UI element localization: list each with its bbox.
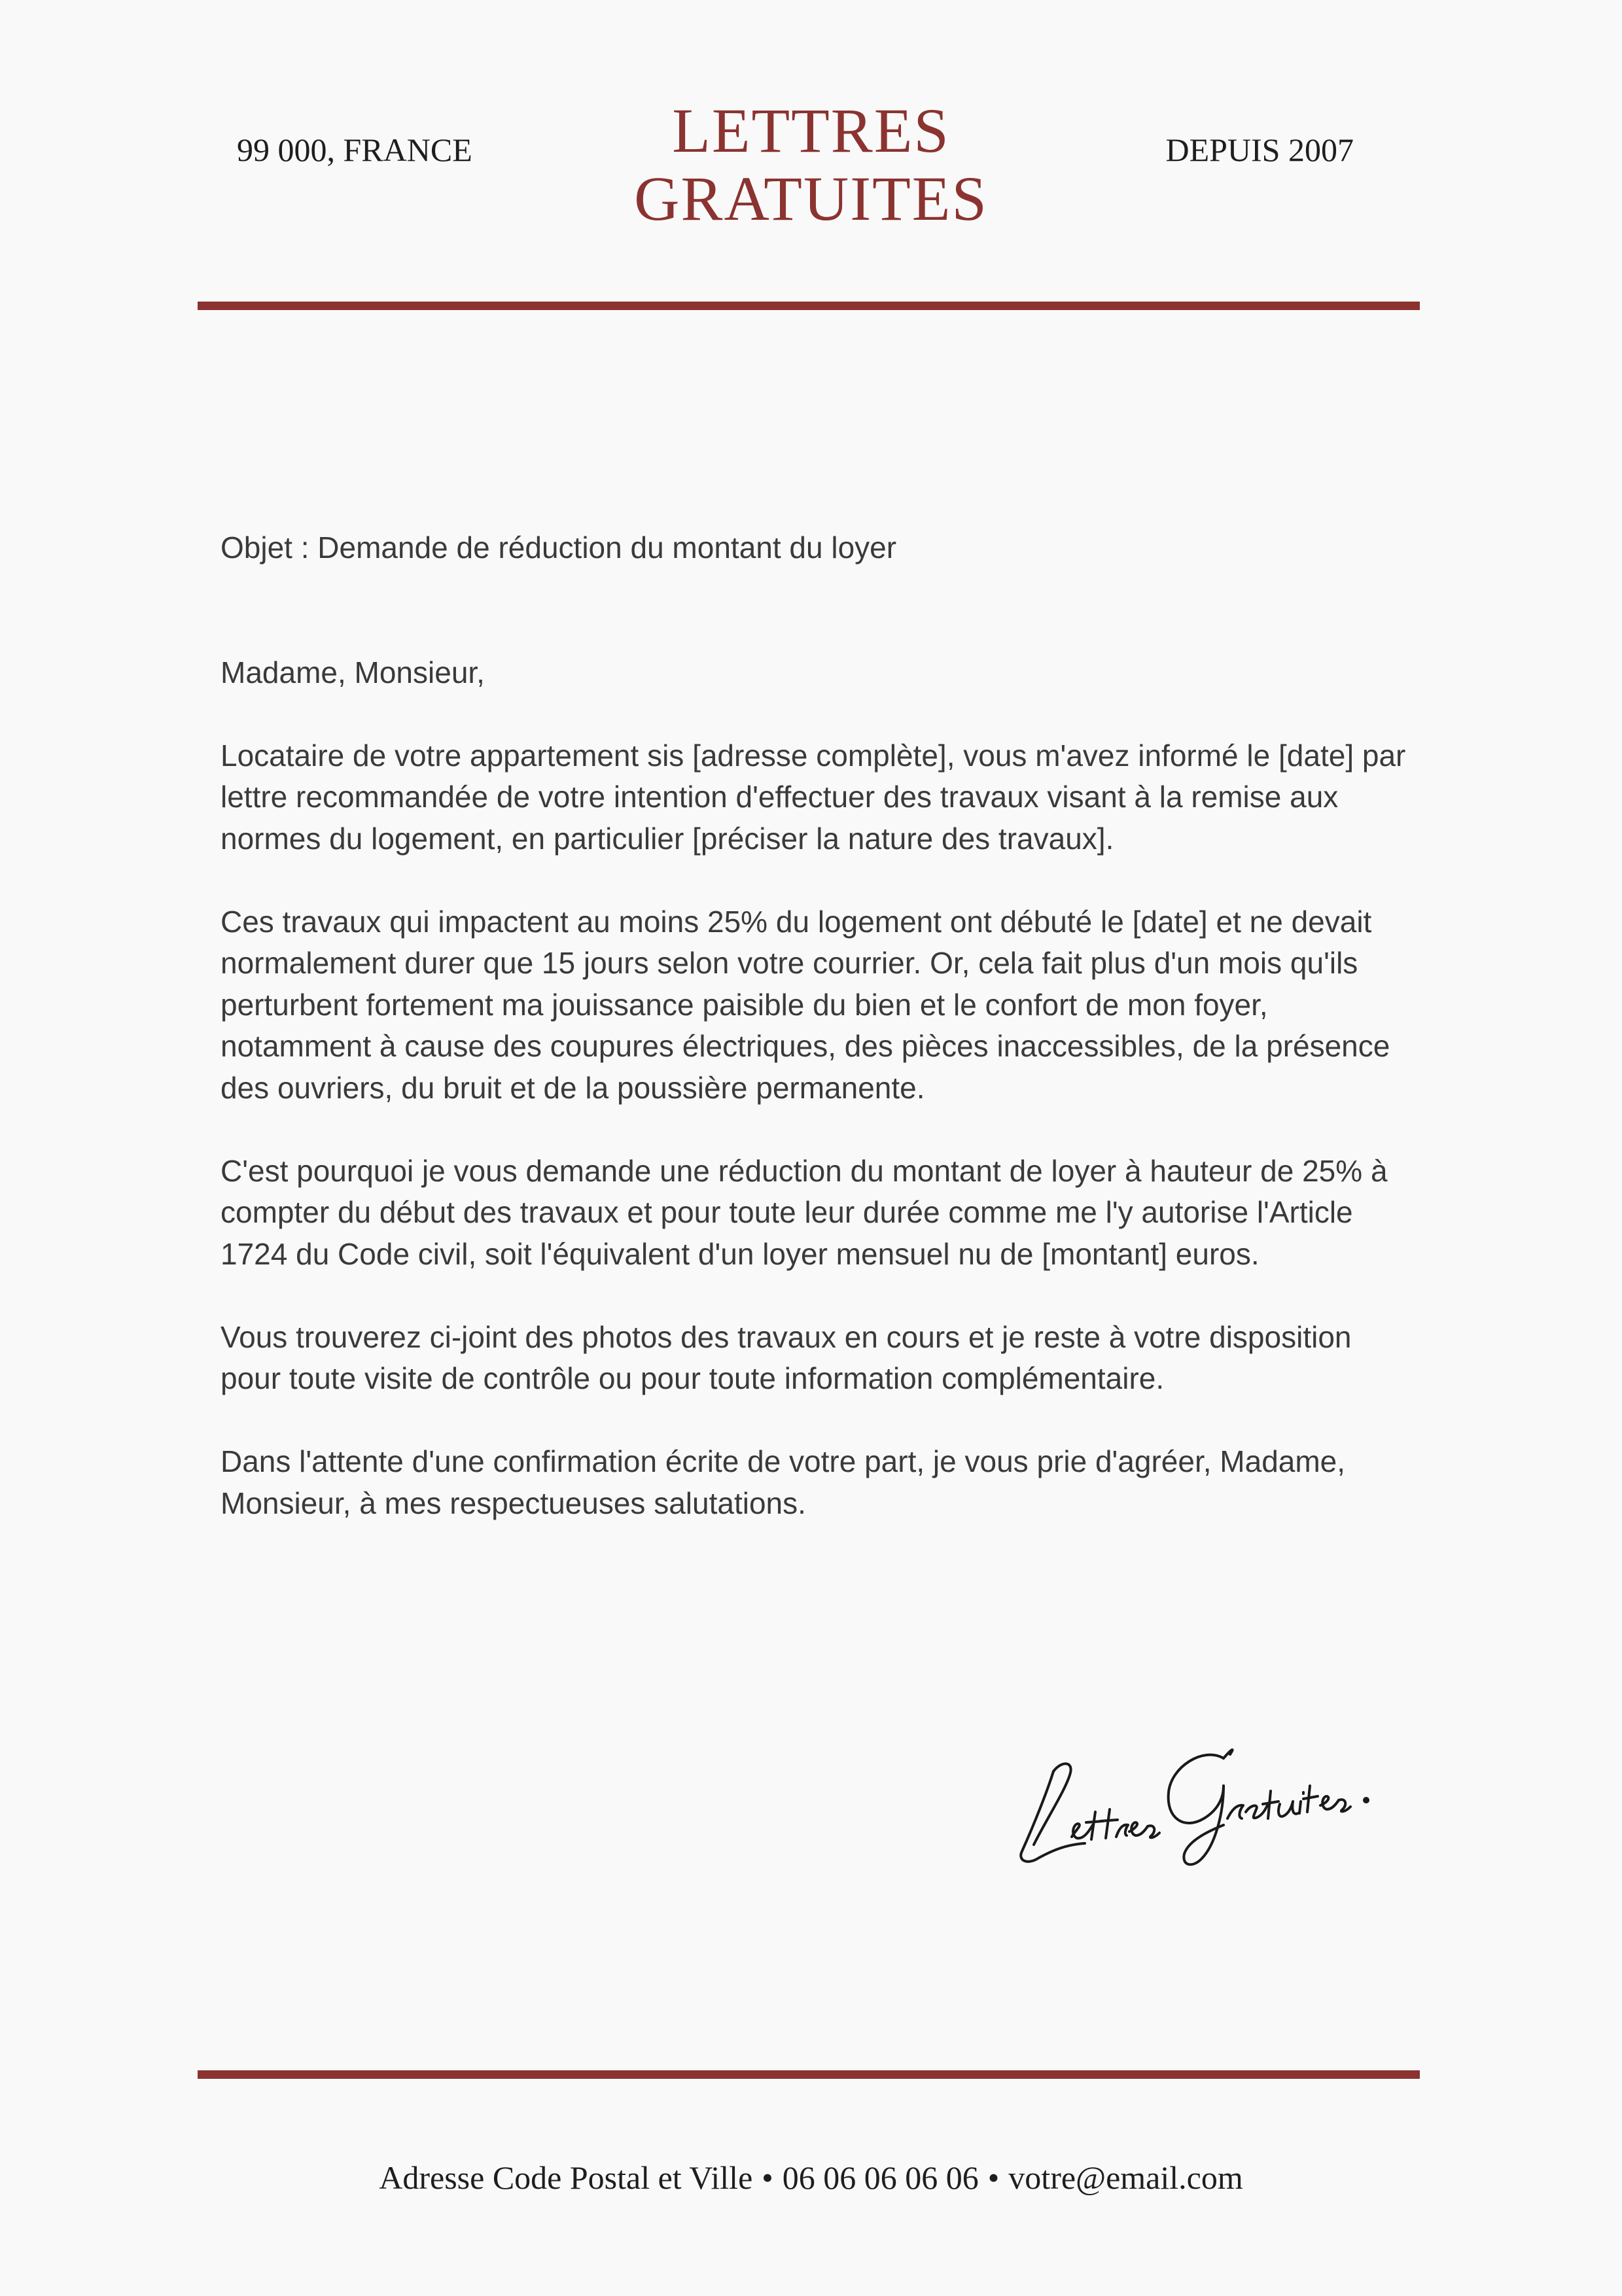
header-location: 99 000, FRANCE (237, 131, 472, 168)
handwritten-signature (1008, 1720, 1400, 1884)
brand-title-line-1: LETTRES (672, 96, 950, 165)
footer-separator: • (762, 2159, 773, 2196)
footer-address: Adresse Code Postal et Ville (379, 2159, 753, 2196)
brand-title (0, 97, 1622, 233)
footer-separator: • (987, 2159, 1000, 2196)
footer-contact (0, 2159, 1622, 2197)
letter-body (220, 527, 1418, 1566)
top-divider (198, 302, 1420, 310)
bottom-divider (198, 2070, 1420, 2079)
footer-phone: 06 06 06 06 06 (782, 2159, 979, 2196)
letter-paragraph: Vous trouverez ci-joint des photos des travaux en cours et je reste à votre disposition pour toute visite de contrôle ou pour toute information complémentaire. (220, 1319, 1352, 1395)
letter-subject: Objet : Demande de réduction du montant du loyer (220, 531, 897, 565)
letter-paragraph: Ces travaux qui impactent au moins 25% du logement ont débuté le [date] et ne devait normalement durer que 15 jours selon votre courrier. Or, cela fait plus d'un mois qu'ils perturbent fortement ma jouissance paisible du bien et le confort de mon foyer, notamment à cause des coupures électriques, des pièces inaccessibles, de la présence des ouvriers, du bruit et de la poussière permanente. (220, 904, 1390, 1105)
letter-paragraph: Dans l'attente d'une confirmation écrite de votre part, je vous prie d'agréer, Madame, Monsieur, à mes respectueuses salutations. (220, 1444, 1346, 1520)
letter-paragraph: C'est pourquoi je vous demande une réduction du montant de loyer à hauteur de 25% à compter du début des travaux et pour toute leur durée comme me l'y autorise l'Article 1724 du Code civil, soit l'équivalent d'un loyer mensuel nu de [montant] euros. (220, 1153, 1388, 1271)
brand-title-line-2: GRATUITES (634, 164, 988, 234)
header-since: DEPUIS 2007 (1165, 131, 1354, 168)
footer-email: votre@email.com (1008, 2159, 1243, 2196)
letter-paragraph: Locataire de votre appartement sis [adresse complète], vous m'avez informé le [date] par lettre recommandée de votre intention d'effectuer des travaux visant à la remise aux normes du logement, en particulier [préciser la nature des travaux]. (220, 738, 1406, 856)
letter-salutation: Madame, Monsieur, (220, 655, 485, 689)
